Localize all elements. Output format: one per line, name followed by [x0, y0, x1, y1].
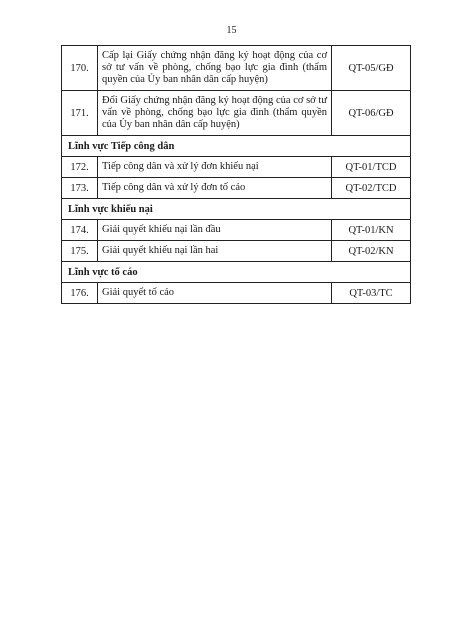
procedure-code: QT-02/TCD	[332, 178, 411, 199]
procedure-code: QT-01/TCD	[332, 157, 411, 178]
section-header-row	[62, 136, 411, 157]
section-header-row	[62, 262, 411, 283]
row-number: 174.	[62, 220, 98, 241]
table-row	[62, 220, 411, 241]
procedure-code: QT-01/KN	[332, 220, 411, 241]
procedure-code: QT-06/GĐ	[332, 91, 411, 136]
procedure-code: QT-03/TC	[332, 283, 411, 304]
row-number: 176.	[62, 283, 98, 304]
procedure-name: Giải quyết khiếu nại lần hai	[98, 241, 332, 262]
row-number: 173.	[62, 178, 98, 199]
table-row	[62, 46, 411, 91]
table-row	[62, 283, 411, 304]
table-row	[62, 241, 411, 262]
section-title: Lĩnh vực tố cáo	[62, 262, 411, 283]
table-row	[62, 157, 411, 178]
row-number: 170.	[62, 46, 98, 91]
procedure-code: QT-02/KN	[332, 241, 411, 262]
procedure-name: Cấp lại Giấy chứng nhận đăng ký hoạt động của cơ sở tư vấn về phòng, chống bạo lực gia đình (thẩm quyền của Ủy ban nhân dân cấp huyện)	[98, 46, 332, 91]
section-header-row	[62, 199, 411, 220]
procedure-name: Tiếp công dân và xử lý đơn khiếu nại	[98, 157, 332, 178]
procedure-code: QT-05/GĐ	[332, 46, 411, 91]
section-title: Lĩnh vực Tiếp công dân	[62, 136, 411, 157]
procedure-name: Giải quyết tố cáo	[98, 283, 332, 304]
procedure-name: Tiếp công dân và xử lý đơn tố cáo	[98, 178, 332, 199]
page-number: 15	[226, 25, 237, 36]
row-number: 171.	[62, 91, 98, 136]
procedure-name: Đổi Giấy chứng nhận đăng ký hoạt động của cơ sở tư vấn về phòng, chống bạo lực gia đình (thẩm quyền của Ủy ban nhân dân cấp huyện)	[98, 91, 332, 136]
procedure-name: Giải quyết khiếu nại lần đầu	[98, 220, 332, 241]
section-title: Lĩnh vực khiếu nại	[62, 199, 411, 220]
procedure-table	[61, 45, 411, 304]
row-number: 175.	[62, 241, 98, 262]
row-number: 172.	[62, 157, 98, 178]
table-row	[62, 178, 411, 199]
table-row	[62, 91, 411, 136]
